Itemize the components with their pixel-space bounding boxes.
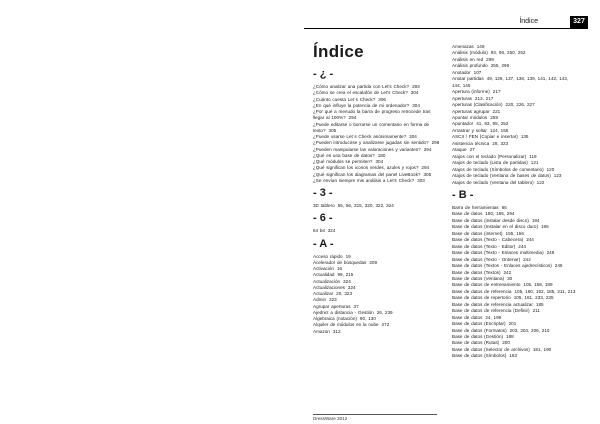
index-entry-pages: 242 — [503, 269, 512, 275]
index-entry-label: 3D tablero — [313, 203, 335, 208]
index-section — [313, 212, 441, 234]
index-entry-label: Base de datos de referencia actualizar — [452, 301, 533, 307]
index-entry-label: Base de datos (internet) — [452, 230, 503, 236]
index-entry-label: Base de datos (Textos) — [452, 269, 501, 275]
index-entry-label: Análisis profundo — [452, 63, 488, 69]
index-entry-label: ¿En qué influye la potencia de mi ordenador? — [313, 102, 410, 108]
page-header — [304, 16, 588, 29]
index-entry-label: Base de datos (Ventana) — [452, 275, 505, 281]
index-entry-label: Arrastrar y soltar — [452, 127, 487, 133]
index-entries-continued — [452, 44, 578, 186]
index-entry-label: Base de datos (Selector de archivos) — [452, 346, 530, 352]
index-entry-list — [313, 84, 441, 184]
index-entry — [313, 122, 441, 135]
index-entry-pages: 213, 217 — [474, 95, 494, 101]
index-entry-pages: 30 — [507, 275, 513, 281]
index-entry-label: Actualización — [313, 278, 341, 284]
index-entry-label: Base de datos (Texto - Ordenar) — [452, 256, 521, 262]
index-entry-label: Base de datos (instalar desde disco) — [452, 217, 529, 223]
index-entry-label: Actualizaciones — [313, 284, 345, 290]
index-entry — [313, 228, 441, 234]
index-column-left — [313, 42, 441, 338]
index-entry-pages: 185 — [535, 301, 544, 307]
index-entry-label: Agrupar aperturas — [313, 303, 351, 309]
index-entry-label: ¿Qué módulos se permiten? — [313, 159, 373, 164]
index-entry-label: ¿Cómo se crea el escalafón de Let's Check? — [313, 90, 408, 96]
index-entry-label: ¿Qué significan los diagramas del panel LiveBook? — [313, 171, 421, 177]
index-entry-label: Aperturas agrupar — [452, 108, 490, 114]
index-entry-list — [313, 254, 441, 335]
index-entry-label: Base de datos de repertorio — [452, 295, 511, 301]
index-entry-pages: 259 — [490, 114, 498, 120]
index-entry — [313, 329, 441, 335]
index-entry-pages: 49, 129, 137, 138, 139, 141, 142, 143, 144, 145 — [452, 76, 569, 88]
index-entry-label: Apertura (informe) — [452, 89, 490, 95]
index-entry-pages: 28, 323 — [492, 140, 509, 146]
section-heading: - ¿ - — [313, 68, 334, 80]
index-entry-label: 64 bit — [313, 228, 325, 234]
index-entry-pages: 120 — [546, 166, 555, 172]
index-entry-pages: 294 — [421, 165, 430, 171]
index-entry-label: Base de datos (Gestión) — [452, 334, 504, 340]
index-entry-pages: 26, 239 — [376, 309, 393, 315]
index-entry-pages: 99, 215 — [337, 272, 354, 278]
index-entry-pages: 209 — [369, 259, 378, 265]
index-entry-label: Base de datos — [452, 211, 483, 217]
index-entry — [313, 203, 441, 209]
index-entry-label: Base de datos (Encriptar) — [452, 321, 506, 327]
running-header-section: Índice — [519, 18, 538, 25]
index-entry-pages: 246 — [546, 250, 555, 256]
index-entry-label: ¿Por qué a menudo la barra de progreso retrocede tras llegar al 100%? — [313, 109, 431, 121]
index-entry-pages: 188 — [506, 334, 514, 340]
index-entry-pages: 200 — [502, 340, 510, 346]
section-heading: - B - — [452, 188, 474, 201]
index-entry-label: Acceso rápido — [313, 253, 343, 259]
index-entry-pages: 255, 296 — [490, 63, 510, 69]
index-entry-pages: 324 — [327, 228, 336, 234]
index-entry-list — [313, 228, 441, 234]
index-entry-label: Amenazas — [452, 44, 474, 49]
index-entry-label: Base de datos (Rutas) — [452, 340, 500, 346]
index-entry-pages: 155, 156 — [505, 230, 524, 236]
index-entry-pages: 304 — [410, 90, 419, 96]
index-entry-pages: 294 — [423, 146, 432, 152]
index-entry-pages: 203, 204, 206, 210 — [509, 327, 550, 333]
index-entry-pages: 303 — [417, 177, 425, 183]
index-entry-pages: 304 — [412, 102, 420, 108]
index-entry-list — [452, 205, 578, 360]
index-entry-label: Base de datos (Textos - Enlaces ajedrecísticos) — [452, 263, 552, 269]
index-entry-label: Atajos de teclado (Ventana de bases de datos) — [452, 173, 551, 179]
index-entry-label: Base de datos de referencia (Definir) — [452, 308, 530, 314]
page-number-tab: 327 — [570, 16, 588, 28]
index-entry-label: Aperturas (Clasificación) — [452, 102, 503, 108]
index-entry-pages: 19 — [345, 253, 351, 259]
index-entry-label: Actualidad — [313, 272, 335, 278]
index-entry-label: Análisis (módulo) — [452, 50, 488, 56]
index-entry-label: Atajos de teclado (Símbolos de comentario) — [452, 166, 544, 172]
index-entry-pages: 220, 226, 227 — [505, 102, 535, 108]
index-entry — [452, 353, 578, 359]
section-heading: - A - — [313, 237, 334, 250]
index-entry — [313, 178, 441, 184]
section-heading: - 3 - — [313, 187, 333, 199]
index-entry-pages: 294 — [348, 115, 357, 121]
index-entry-label: Base de datos (Texto - Enlaces multimedia) — [452, 250, 544, 256]
index-entry-label: Activación — [313, 266, 334, 271]
index-entry-label: Algebraica (notación) — [313, 316, 357, 321]
index-entry-pages: 324 — [347, 284, 356, 290]
index-entry-pages: 105, 181, 233, 235 — [513, 295, 554, 301]
index-entry-label: Base de datos (Instalar en el disco duro) — [452, 224, 538, 230]
index-entry-pages: 55, 56, 315, 320, 322, 324 — [337, 203, 394, 208]
index-entry-label: Admin — [313, 297, 327, 303]
index-entry-label: ¿Qué significan los iconos verdes, azules y rojos? — [313, 165, 419, 171]
index-entry-pages: 272 — [381, 322, 390, 328]
index-entry-pages: 93, 96, 250, 252 — [490, 50, 526, 56]
index-entry-label: Alquiler de módulos en la nube — [313, 322, 379, 328]
index-entry-label: ¿Se envían siempre mis análisis a Let's Check? — [313, 177, 415, 183]
index-section — [313, 187, 441, 209]
footer-text: DressWare 2012 — [313, 416, 348, 421]
index-entry-pages: 299 — [486, 56, 494, 62]
index-entry-pages: 201 — [508, 321, 517, 327]
index-entry-label: Base de datos (Texto - Editor) — [452, 243, 516, 249]
index-entry-label: ¿Pueden manipularse las valoraciones y variantes? — [313, 146, 421, 152]
index-entry-pages: 195 — [540, 224, 549, 230]
index-entry-pages: 20, 323 — [336, 291, 352, 296]
index-entry-label: Ataque — [452, 147, 467, 153]
index-entry-label: Base de datos (Símbolos) — [452, 353, 507, 359]
index-entry-pages: 181, 190 — [532, 346, 552, 352]
index-entry-pages: 119 — [529, 153, 537, 159]
index-entry-pages: 211 — [532, 308, 540, 314]
index-entry-pages: 124, 155 — [489, 127, 509, 133]
index-entry-pages: 121 — [530, 160, 539, 166]
index-entry-pages: 305 — [423, 171, 432, 177]
index-entry-pages: 304 — [409, 134, 417, 139]
index-entry — [452, 76, 578, 89]
index-entry-pages: 304 — [375, 159, 384, 164]
index-entry-pages: 149 — [476, 44, 485, 49]
index-entry-label: Ajedrez a distancia - Gestión — [313, 309, 374, 315]
index-entry-label: ¿Cómo analizar una partida con Let's Check? — [313, 84, 410, 89]
index-entry-label: Asistencia técnica — [452, 140, 490, 146]
index-entry-label: Base de datos — [452, 314, 483, 320]
footer-rule — [313, 414, 437, 415]
index-entry-pages: 244 — [518, 243, 526, 249]
index-entry-label: Atajos de teclado (Lista de partidas) — [452, 160, 528, 166]
index-entry-list — [313, 203, 441, 209]
index-entry-pages: 105, 160, 162, 185, 211, 213 — [514, 288, 576, 294]
index-entry-label: Acelerador de búsquedas — [313, 259, 367, 265]
index-entry-pages: 217 — [492, 89, 501, 95]
header-rule — [304, 28, 588, 29]
index-entry-label: Anotar partidas — [452, 76, 484, 82]
index-entry-label: Base de datos (Formatos) — [452, 327, 507, 333]
index-entry-pages: 221 — [492, 108, 501, 114]
index-section — [313, 68, 441, 184]
index-entry-label: Base de datos (Texto - Cabecera) — [452, 237, 524, 243]
index-entry-pages: 135 — [520, 134, 529, 140]
index-entry-pages: 123 — [553, 173, 562, 179]
index-entry-label: Apuntador — [452, 121, 474, 127]
index-entry-pages: 305 — [328, 127, 337, 133]
index-entry-label: Actualizar — [313, 291, 334, 296]
index-entry-pages: 242 — [523, 256, 531, 262]
index-entry-label: Base de datos de entrenamiento — [452, 282, 521, 288]
index-entry-pages: 194 — [531, 217, 540, 223]
index-entry-pages: 122 — [536, 179, 545, 185]
index-entry-pages: 324 — [343, 278, 351, 284]
index-entry-label: ¿Puede editarse o borrarse un comentario en forma de texto? — [313, 121, 430, 133]
index-entry-label: Barra de herramientas — [452, 204, 499, 210]
index-entry-label: ¿Pueden introducirse y analizarse jugadas sin sentido? — [313, 140, 429, 146]
index-entry-pages: 180 — [377, 152, 386, 158]
index-entry-pages: 306 — [378, 96, 386, 102]
index-entry-pages: 27 — [469, 147, 475, 153]
left-sections — [313, 68, 441, 335]
index-entry-pages: 90, 130 — [359, 316, 376, 321]
index-section — [452, 189, 578, 360]
index-entry-pages: 246 — [554, 263, 563, 269]
index-entry-pages: 107 — [473, 69, 482, 75]
index-entry-pages: 298 — [431, 140, 440, 146]
index-entry-label: ¿Puede usarse Let´s Check anónimamente? — [313, 134, 407, 139]
page-title: Índice — [313, 42, 364, 61]
index-entry-pages: 16 — [336, 266, 343, 271]
index-entry-label: Atajos de teclado (Ventana del tablero) — [452, 179, 534, 185]
index-entry-label: Base de datos de referencia — [452, 288, 512, 294]
index-entry-pages: 37 — [353, 303, 359, 309]
index-entry-label: ¿Qué es una base de datos? — [313, 152, 375, 158]
index-entry-pages: 323 — [329, 297, 337, 303]
index-entry — [313, 109, 441, 122]
index-entry-pages: 244 — [526, 237, 534, 243]
index-entry-pages: 105, 158, 189 — [523, 282, 553, 288]
index-entry-label: Atajos con el teclado (Personalizar) — [452, 153, 527, 159]
index-entry-label: ¿Cuánto cuesta Let´s Check? — [313, 96, 376, 102]
index-entry-pages: 24, 199 — [485, 314, 502, 320]
index-entry-pages: 312 — [332, 328, 341, 334]
index-entry-pages: 293 — [412, 84, 420, 89]
index-entry-pages: 183 — [509, 353, 518, 359]
index-entry-label: ASCII / FEN (Copiar e insertar) — [452, 134, 518, 140]
index-entry-pages: 41, 93, 95, 252 — [476, 121, 509, 127]
index-entry-label: Análisis en red — [452, 56, 484, 62]
index-entry-pages: 180, 185, 294 — [485, 211, 515, 217]
index-entry — [452, 180, 578, 186]
index-entry-label: Anotador — [452, 69, 471, 75]
index-column-right — [452, 44, 578, 363]
index-entry-label: Amazon — [313, 328, 330, 334]
index-entry-label: Aperturas — [452, 95, 472, 101]
section-heading: - 6 - — [313, 212, 333, 225]
index-entry-pages: 65 — [501, 204, 507, 210]
index-section — [313, 238, 441, 335]
index-entry-label: Apuntar módulos — [452, 114, 488, 120]
right-sections — [452, 189, 578, 360]
